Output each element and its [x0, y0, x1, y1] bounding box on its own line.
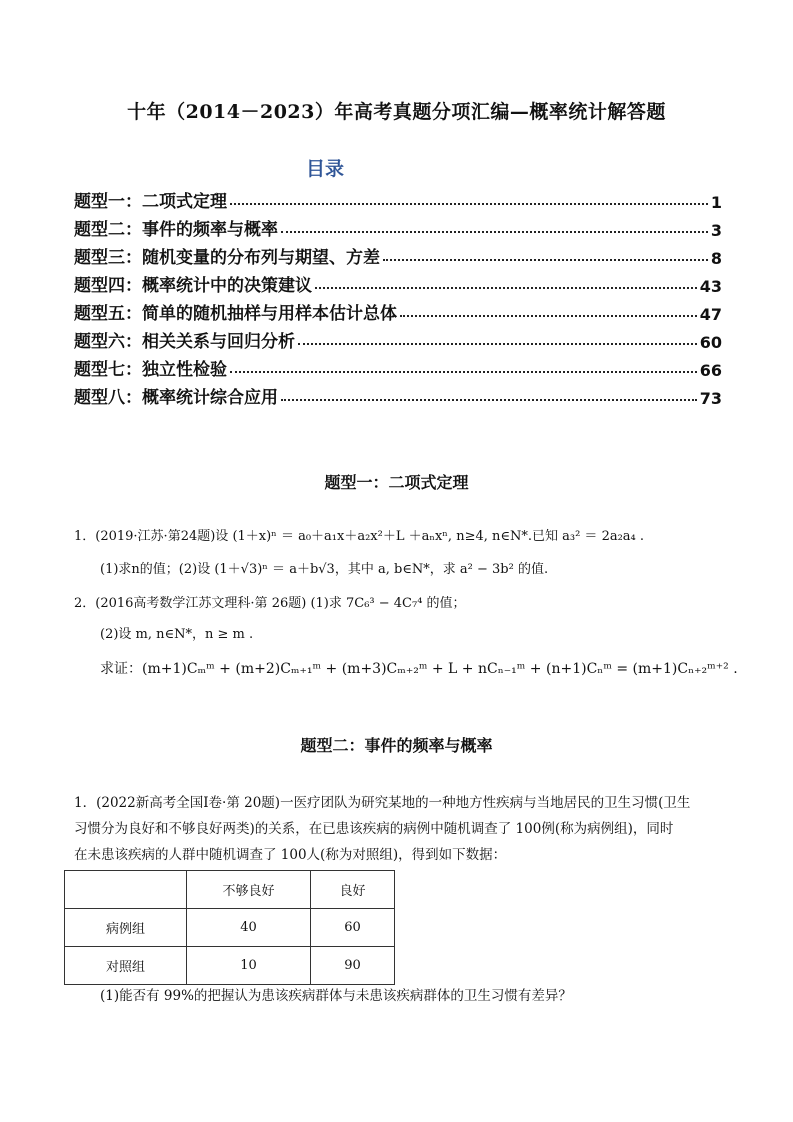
toc-item-label: 题型四：概率统计中的决策建议	[74, 276, 312, 296]
toc-item[interactable]	[74, 380, 722, 408]
question-line: 习惯分为良好和不够良好两类)的关系，在已患该疾病的病例中随机调查了 100例(称为病例组)，同时	[74, 821, 674, 837]
question-2-line-2: (2)设 m, n∈N*，n ≥ m .	[100, 627, 254, 642]
toc-leader-dots	[230, 203, 708, 205]
question-1-line-1: 1．(2019·江苏·第24题)设 (1＋x)ⁿ ＝ a₀＋a₁x＋a₂x²＋L ＋aₙxⁿ, n≥4, n∈N*.已知 a₃² ＝ 2a₂a₄ .	[74, 529, 645, 544]
toc-item-page: 73	[699, 389, 722, 408]
table-cell: 40	[187, 909, 311, 947]
question-line: 在未患该疾病的人群中随机调查了 100人(称为对照组)，得到如下数据：	[74, 847, 507, 863]
toc-leader-dots	[281, 399, 697, 401]
toc-item[interactable]	[74, 240, 722, 268]
question-2-line-1: 2．(2016高考数学江苏文理科·第 26题) (1)求 7C₆³ − 4C₇⁴ 的值；	[74, 596, 466, 611]
toc-heading: 目录	[305, 158, 344, 180]
question-text-block	[74, 790, 726, 868]
toc-item-page: 8	[710, 249, 722, 268]
section-title-binomial: 题型一：二项式定理	[324, 473, 469, 492]
table-header-cell: 不够良好	[187, 871, 311, 909]
table-header-cell: 良好	[311, 871, 395, 909]
toc-item-page: 47	[699, 305, 722, 324]
toc-item-label: 题型八：概率统计综合应用	[74, 388, 278, 408]
toc-item-page: 43	[699, 277, 722, 296]
toc-leader-dots	[281, 231, 708, 233]
toc-leader-dots	[400, 315, 697, 317]
table-cell: 90	[311, 947, 395, 985]
toc-item-page: 1	[710, 193, 722, 212]
toc-item-label: 题型六：相关关系与回归分析	[74, 332, 295, 352]
toc-item[interactable]	[74, 268, 722, 296]
table-row-label: 病例组	[65, 909, 187, 947]
table-cell: 60	[311, 909, 395, 947]
section-title-frequency: 题型二：事件的频率与概率	[300, 736, 493, 755]
toc-item[interactable]	[74, 352, 722, 380]
table-header-cell	[65, 871, 187, 909]
toc-item-label: 题型七：独立性检验	[74, 360, 227, 380]
toc-item-page: 3	[710, 221, 722, 240]
table-of-contents	[74, 184, 722, 408]
toc-item-label: 题型一：二项式定理	[74, 192, 227, 212]
toc-item-label: 题型三：随机变量的分布列与期望、方差	[74, 248, 380, 268]
document-title: 十年（2014－2023）年高考真题分项汇编—概率统计解答题	[127, 101, 666, 123]
toc-item[interactable]	[74, 296, 722, 324]
toc-item-page: 60	[699, 333, 722, 352]
toc-item-page: 66	[699, 361, 722, 380]
toc-leader-dots	[298, 343, 697, 345]
table-row	[65, 947, 395, 985]
table-cell: 10	[187, 947, 311, 985]
toc-leader-dots	[230, 371, 697, 373]
table-header-row	[65, 871, 395, 909]
toc-item[interactable]	[74, 184, 722, 212]
toc-item-label: 题型二：事件的频率与概率	[74, 220, 278, 240]
data-table	[64, 870, 395, 985]
toc-item-label: 题型五：简单的随机抽样与用样本估计总体	[74, 304, 397, 324]
toc-item[interactable]	[74, 324, 722, 352]
table-row	[65, 909, 395, 947]
toc-item[interactable]	[74, 212, 722, 240]
question-line: 1．(2022新高考全国Ⅰ卷·第 20题)一医疗团队为研究某地的一种地方性疾病与当地居民的卫生习惯(卫生	[74, 795, 691, 811]
question-1-line-2: (1)求n的值；(2)设 (1＋√3)ⁿ ＝ a＋b√3，其中 a, b∈N*，求 a² − 3b² 的值.	[100, 562, 549, 577]
sub-question-1: (1)能否有 99%的把握认为患该疾病群体与未患该疾病群体的卫生习惯有差异？	[100, 988, 572, 1004]
toc-leader-dots	[383, 259, 708, 261]
question-2-line-3: 求证：(m+1)Cₘᵐ + (m+2)Cₘ₊₁ᵐ + (m+3)Cₘ₊₂ᵐ + L + nCₙ₋₁ᵐ + (n+1)Cₙᵐ = (m+1)Cₙ₊₂ᵐ⁺² .	[100, 661, 738, 677]
toc-leader-dots	[315, 287, 697, 289]
table-row-label: 对照组	[65, 947, 187, 985]
